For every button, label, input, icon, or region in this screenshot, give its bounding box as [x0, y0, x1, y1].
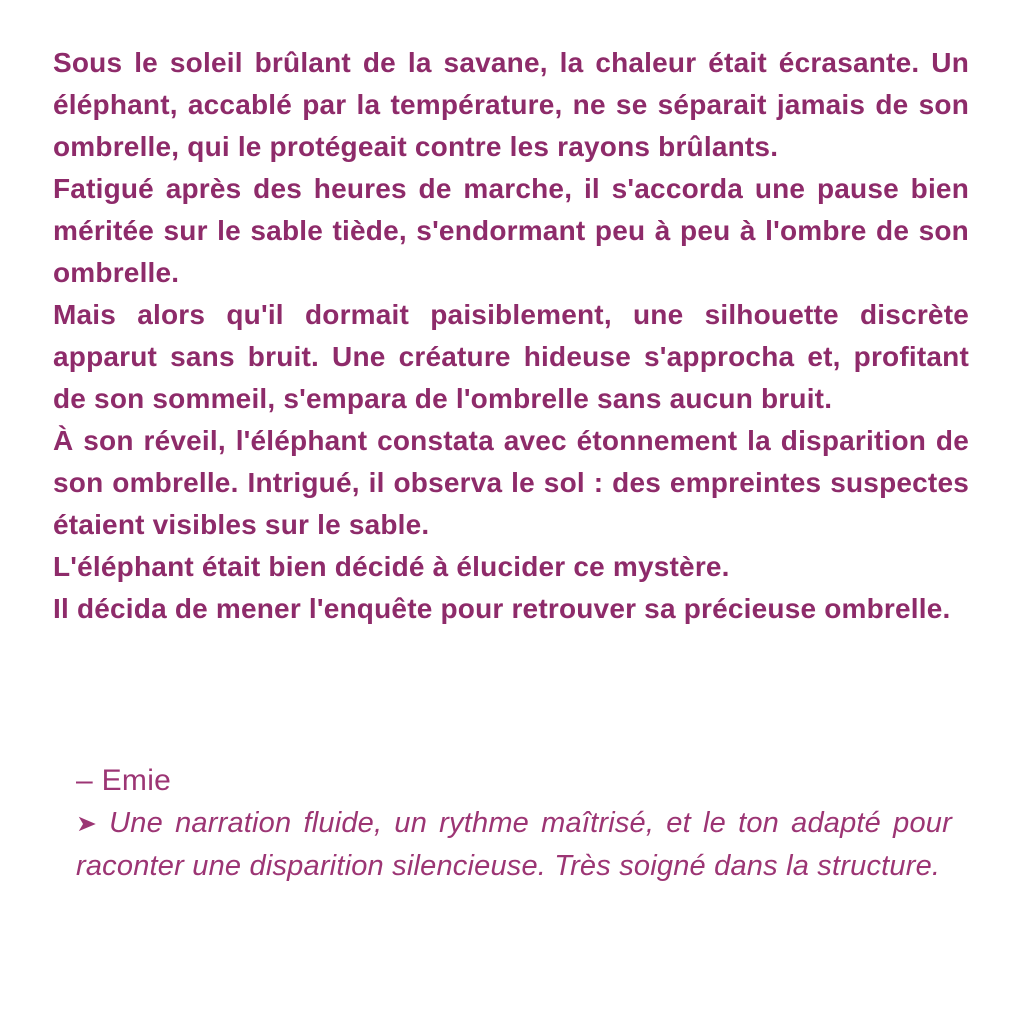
review-comment	[76, 802, 952, 887]
story-paragraph-1: Sous le soleil brûlant de la savane, la chaleur était écrasante. Un éléphant, accablé par la température, ne se séparait jamais de son ombrelle, qui le protégeait contre les rayons brûlants.	[53, 47, 969, 162]
author-signature: – Emie	[76, 764, 172, 797]
arrowhead-icon: ➤	[76, 811, 98, 837]
story-text	[53, 42, 969, 630]
review-section	[76, 760, 952, 887]
story-paragraph-6: Il décida de mener l'enquête pour retrouver sa précieuse ombrelle.	[53, 593, 951, 624]
story-paragraph-3: Mais alors qu'il dormait paisiblement, une silhouette discrète apparut sans bruit. Une créature hideuse s'approcha et, profitant de son sommeil, s'empara de l'ombrelle sans aucun bruit.	[53, 299, 969, 414]
story-paragraph-5: L'éléphant était bien décidé à élucider ce mystère.	[53, 551, 730, 582]
story-paragraph-2: Fatigué après des heures de marche, il s'accorda une pause bien méritée sur le sable tiède, s'endormant peu à peu à l'ombre de son ombrelle.	[53, 173, 969, 288]
review-comment-text: Une narration fluide, un rythme maîtrisé, et le ton adapté pour raconter une disparition silencieuse. Très soigné dans la structure.	[76, 807, 952, 882]
story-paragraph-4: À son réveil, l'éléphant constata avec étonnement la disparition de son ombrelle. Intrigué, il observa le sol : des empreintes suspectes étaient visibles sur le sable.	[53, 425, 969, 540]
